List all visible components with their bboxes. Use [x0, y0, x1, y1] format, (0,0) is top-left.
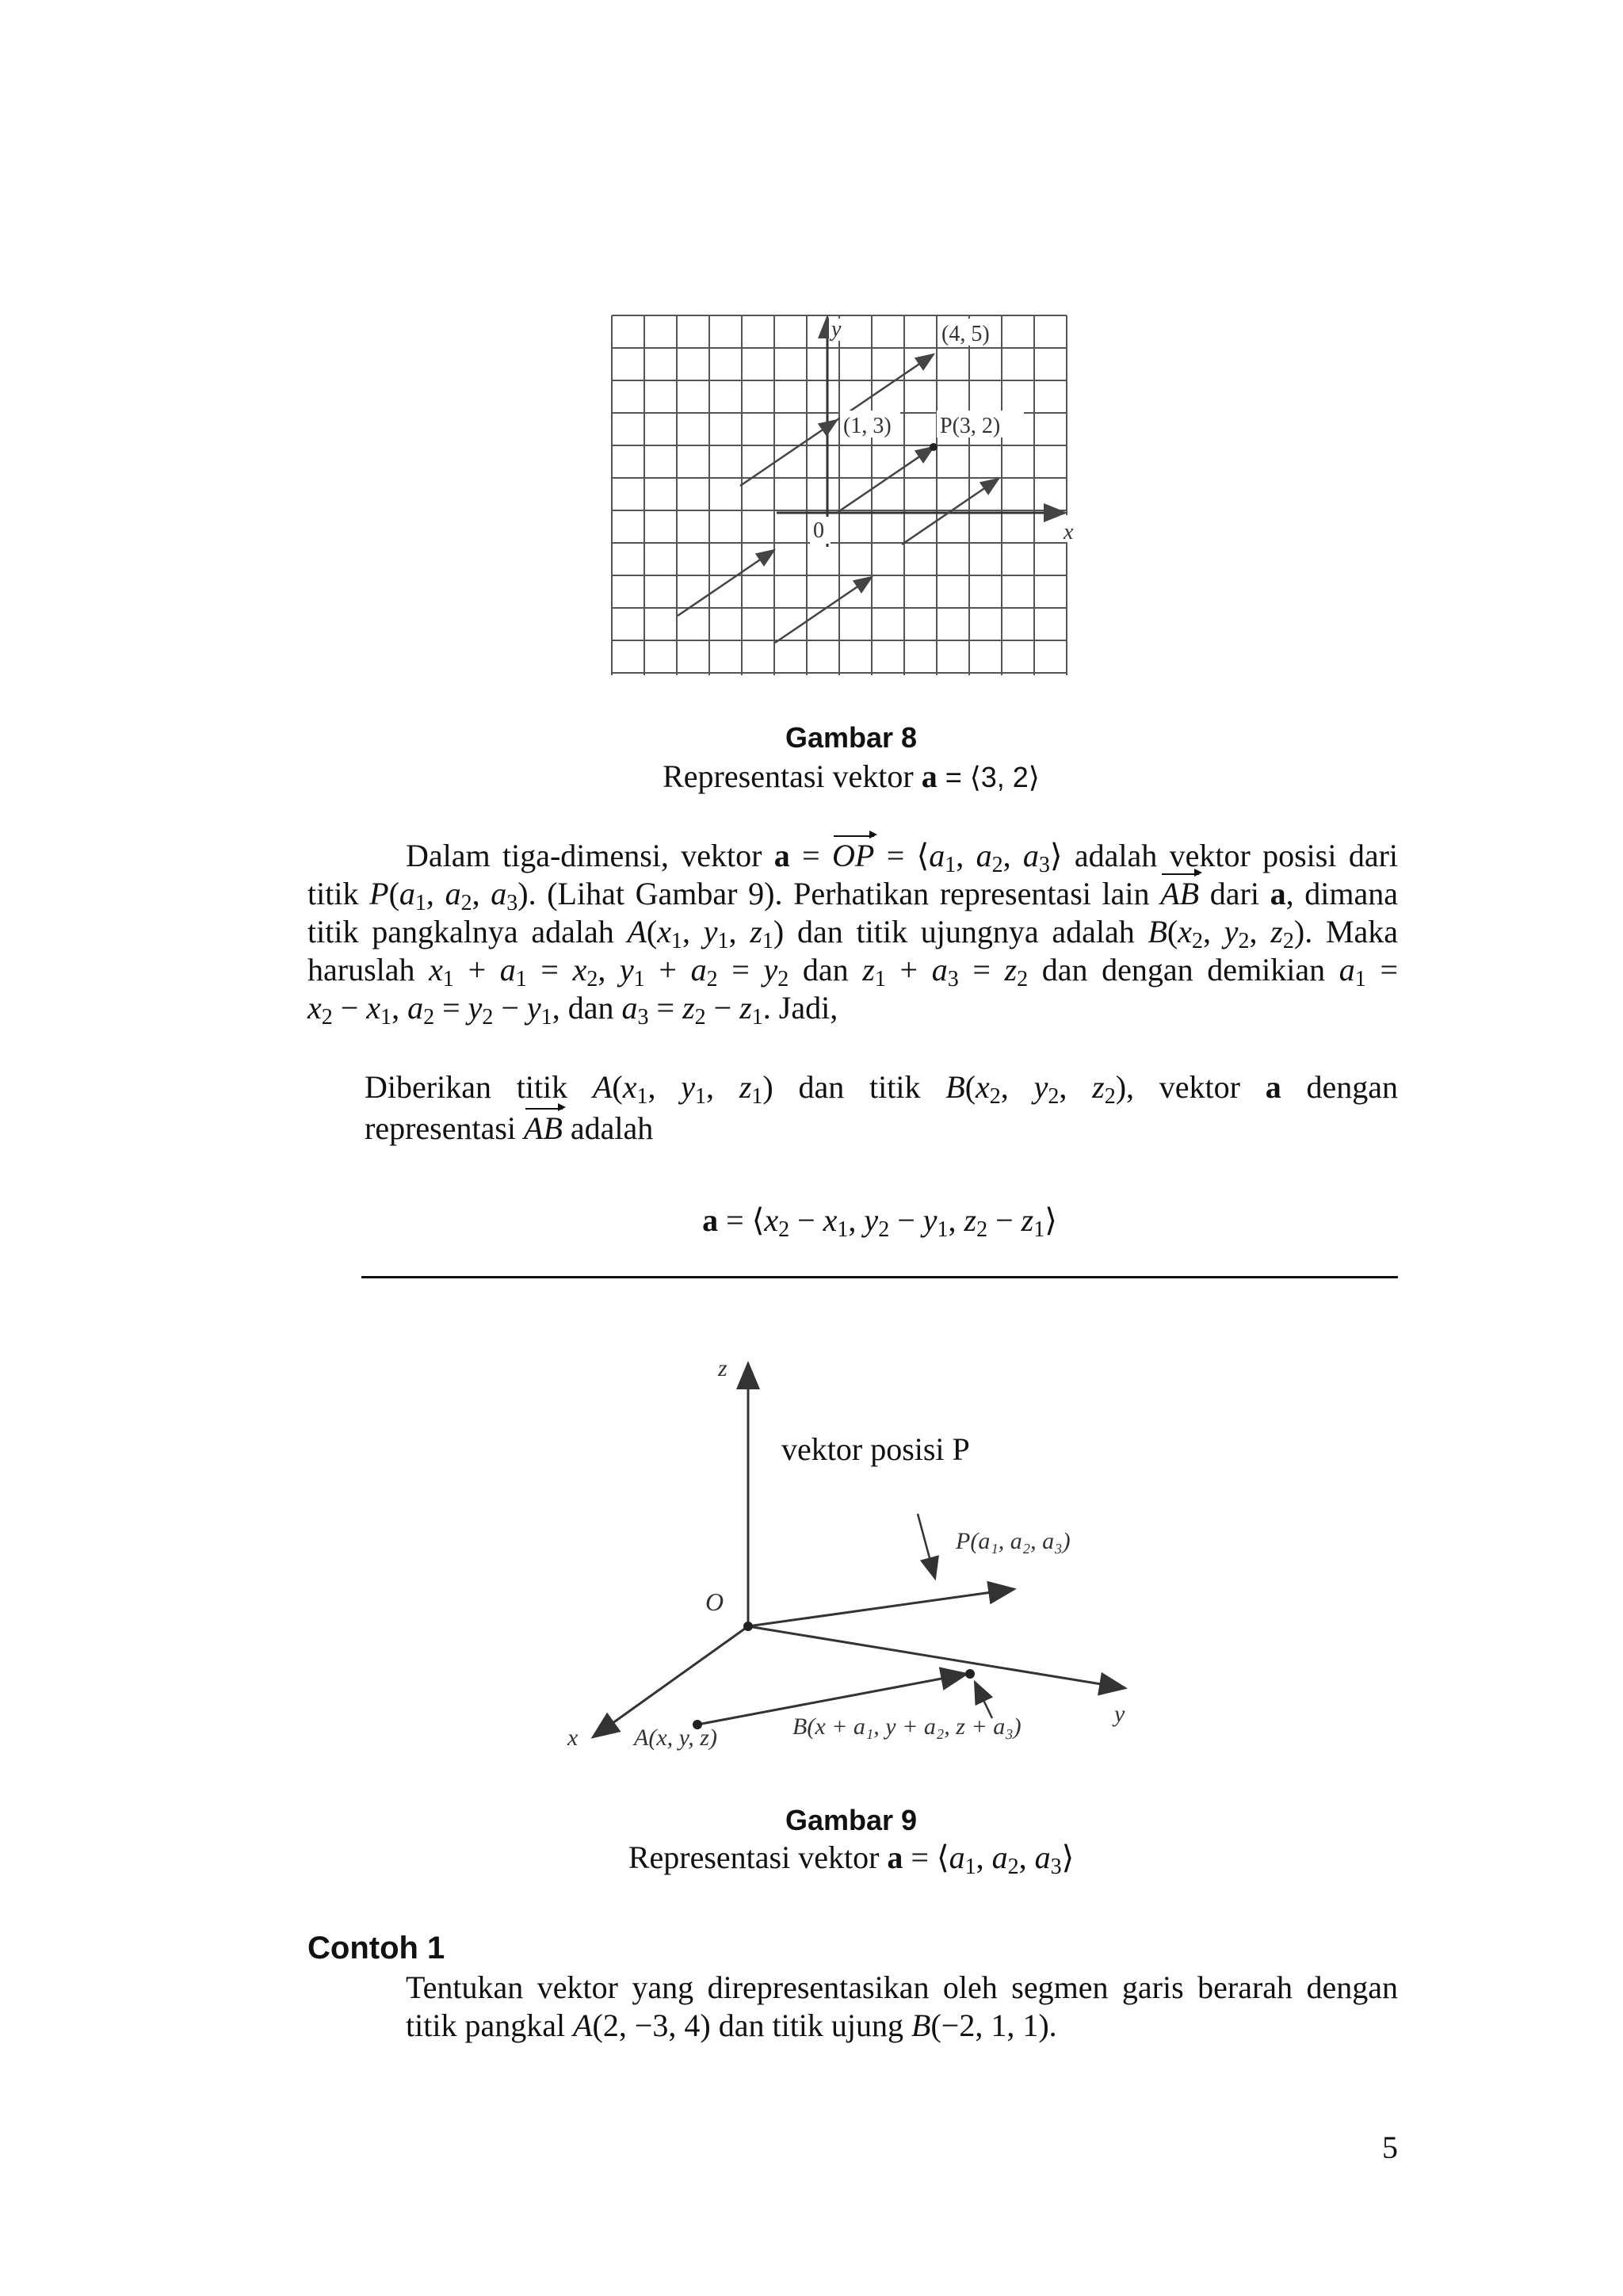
fig9-callout-label: vektor posisi P	[781, 1431, 970, 1467]
example-body: Tentukan vektor yang direpresentasikan oleh segmen garis berarah dengan titik pangkal A(2, −3, 4) dan titik ujung B(−2, 1, 1).	[406, 1969, 1398, 2043]
vector-arrows	[678, 354, 999, 643]
fig8-x-label: x	[1064, 520, 1074, 544]
fig9-point-b-label: B(x + a₁, y + a₂, z + a₃)	[792, 1713, 1022, 1740]
horizontal-rule	[361, 1276, 1398, 1278]
fig8-label-13: (1, 3)	[843, 414, 892, 438]
fig9-origin-label: O	[705, 1587, 724, 1616]
definition-formula: $a = ⟨x_2 - x_1$, $y_2 - y_1$, $z_2$ − $z_1⟩$	[702, 1202, 1057, 1242]
fig9-z-label: z	[718, 1355, 727, 1381]
grid-lines	[612, 315, 1067, 675]
point-b-dot	[965, 1669, 975, 1679]
fig8-label-p: P(3, 2)	[940, 414, 1001, 438]
fig9-point-p-label: P(a₁, a₂, a₃)	[956, 1528, 1071, 1554]
figure-8-caption-title: Gambar 8	[785, 721, 918, 754]
fig9-point-a-label: A(x, y, z)	[634, 1725, 717, 1751]
figure-9-caption-text: Representasi vektor $a = ⟨a_1$, $a_2$, $a_3⟩$	[628, 1839, 1075, 1879]
callout-arrow-p	[918, 1514, 935, 1579]
fig9-x-label: x	[567, 1725, 579, 1751]
figure-9-3d-diagram	[555, 1347, 1157, 1775]
figure-8-caption-text: Representasi vektor a = ⟨3, 2⟩	[663, 758, 1040, 794]
definition-block: Diberikan titik $A(x_1$, $y_1$, $z_1$) dan titik $B(x_2$, $y_2$, $z_2$), vektor a dengan representasi AB adalah	[365, 1069, 1399, 1146]
fig8-origin-label: 0	[813, 518, 824, 543]
figure-8-grid-diagram	[602, 309, 1078, 690]
page-number: 5	[1382, 2130, 1398, 2165]
origin-dot	[743, 1622, 753, 1631]
fig8-y-label: y	[831, 317, 842, 342]
point-p-dot	[930, 443, 938, 451]
fig8-label-45: (4, 5)	[941, 322, 990, 346]
fig9-y-label: y	[1114, 1701, 1125, 1727]
figure-9-caption-title: Gambar 9	[785, 1804, 918, 1836]
position-vector-op	[748, 1589, 1014, 1626]
paragraph-3d-vector: Dalam tiga-dimensi, vektor a = OP = $⟨a_1$, $a_2$, $a_3⟩$ adalah vektor posisi dari titik $P(a_1$, $a_2$, $a_3$). (Lihat Gambar 9). Perhatikan representasi lain AB dari a, dimana titik pangkalnya adalah $A(x_1$, $y_1$, $z_1$) dan titik ujungnya adalah $B(x_2$, $y_2$, $z_2$). Maka haruslah $x_1 + a_1 = x_2$, $y_1 + a_2 = y_2$ dan $z_1 + a_3 = z_2$ dan dengan demikian $a_1$ = $x_2 - x_1$, $a_2 = y_2 - y_1$, dan $a_3 = z_2 - z_1$. Jadi,	[307, 838, 1399, 1030]
example-heading: Contoh 1	[307, 1931, 445, 1966]
